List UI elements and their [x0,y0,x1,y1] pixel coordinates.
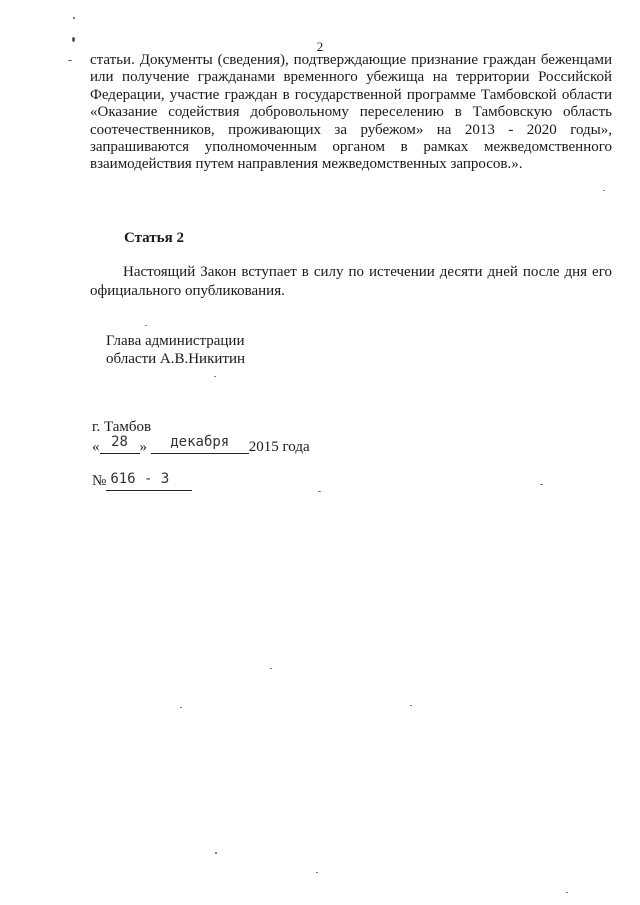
scan-speck [73,17,75,19]
scan-speck [603,190,605,191]
scan-speck [318,491,321,492]
scan-speck [68,60,72,61]
page-number: 2 [316,39,324,54]
law-number-value: 616 - 3 [110,471,170,487]
body-paragraph: статьи. Документы (сведения), подтверждающие признание граждан беженцами или получение гражданами временного убежища на территории Российской Федерации, участие граждан в государственной программе Тамбовской области «Оказание содействия добровольному переселению в Тамбовскую область соотечественников, проживающих за рубежом» на 2013 - 2020 годы», запрашиваются уполномоченным органом в рамках межведомственного взаимодействия путем направления межведомственных запросов.». [90,52,612,173]
law-number-field [106,472,192,491]
law-number [92,472,192,491]
date-day: 28 [111,434,128,450]
scan-speck [145,325,147,326]
article-2-text: Настоящий Закон вступает в силу по истечении десяти дней после дня его официального опубликования. [90,264,612,299]
date-close-quote: » [139,439,147,455]
signature-title: Глава администрации [106,333,245,349]
scan-speck [180,707,182,708]
scan-speck [270,668,272,669]
signing-date [92,434,310,456]
date-month: декабря [170,434,230,450]
date-open-quote: « [92,439,100,455]
scan-speck [410,705,412,706]
date-day-field [100,434,140,454]
scan-speck [316,872,318,873]
scan-speck [72,37,75,42]
scan-speck [540,484,543,485]
article-2-heading: Статья 2 [124,230,184,246]
date-month-field [151,434,249,454]
number-sign: № [92,473,107,489]
scan-speck [215,852,217,854]
signature-block [106,333,245,368]
date-year: 2015 года [248,439,310,455]
scan-speck [214,376,216,377]
signature-name: области А.В.Никитин [106,350,246,367]
scan-speck [566,892,568,893]
place-of-signing: г. Тамбов [92,419,152,435]
